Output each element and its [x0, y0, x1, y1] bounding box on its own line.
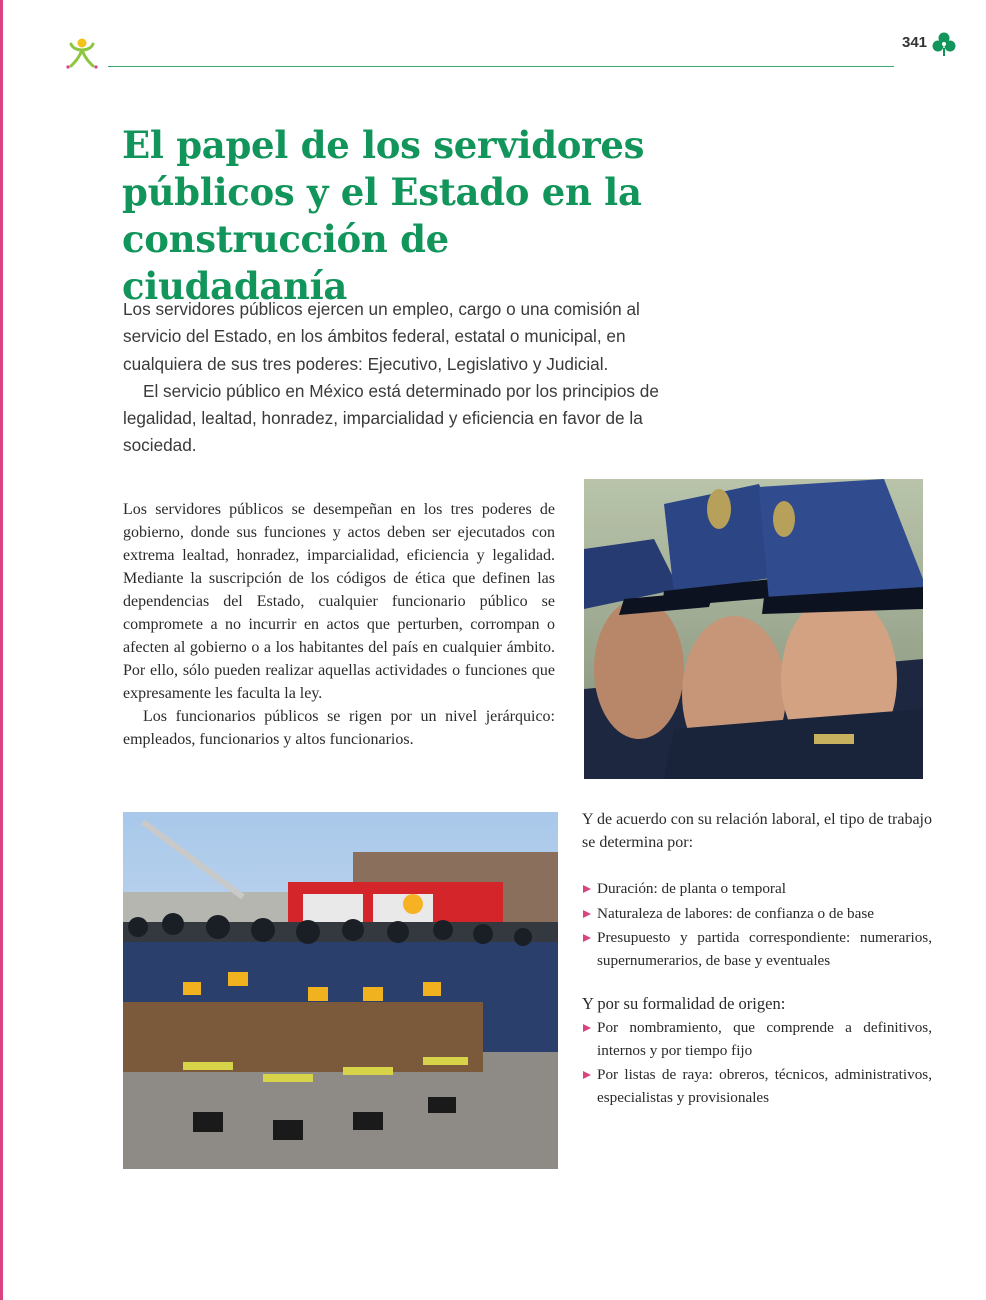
list-item: Duración: de planta o temporal [582, 878, 932, 901]
list-item: Naturaleza de labores: de confianza o de base [582, 903, 932, 926]
work-types-column [582, 808, 932, 1111]
page-number: 341 [902, 34, 928, 51]
list-item: Por nombramiento, que comprende a definitivos, internos y por tiempo fijo [582, 1017, 932, 1062]
body-paragraph: Los servidores públicos se desempeñan en los tres poderes de gobierno, donde sus funciones y actos deben ser ejecutados con extrema lealtad, honradez, imparcialidad, eficiencia y legalidad. Mediante la suscripción de los códigos de ética que definen las dependencias del Estado, cualquier funcionario público se compromete a no incurrir en actos que perturben, corrompan o afecten al gobierno o a los habitantes del país en cualquier ámbito. Por ello, sólo pueden realizar aquellas actividades o funciones que expresamente les faculta la ley. [123, 501, 555, 702]
sunflower-figure-icon [62, 32, 102, 72]
body-paragraph: Los funcionarios públicos se rigen por un nivel jerárquico: empleados, funcionarios y altos funcionarios. [123, 708, 555, 748]
origin-formality-lead: Y por su formalidad de origen: [582, 994, 786, 1013]
list-item: Por listas de raya: obreros, técnicos, administrativos, especialistas y provisionales [582, 1064, 932, 1109]
intro-paragraph: El servicio público en México está determinado por los principios de legalidad, lealtad, honradez, imparcialidad y eficiencia en favor de la sociedad. [123, 380, 659, 456]
page-title: El papel de los servidores públicos y el Estado en la construcción de ciudadanía [122, 123, 645, 308]
header-rule [108, 66, 894, 67]
firefighters-parade-photo [123, 812, 558, 1169]
body-text [123, 498, 555, 751]
labor-relation-lead: Y de acuerdo con su relación laboral, el tipo de trabajo se determina por: [582, 811, 932, 851]
police-officers-photo [584, 479, 923, 779]
origin-formality-list [582, 1017, 932, 1109]
intro-paragraph: Los servidores públicos ejercen un empleo, cargo o una comisión al servicio del Estado, en los ámbitos federal, estatal o municipal, en cualquiera de sus tres poderes: Ejecutivo, Legislativo y Judicial. [123, 299, 640, 374]
labor-relation-list [582, 878, 932, 972]
list-item: Presupuesto y partida correspondiente: numerarios, supernumerarios, de base y eventuales [582, 927, 932, 972]
intro-section [123, 296, 688, 460]
page-edge-stripe [0, 0, 3, 1300]
clover-icon [931, 31, 957, 57]
